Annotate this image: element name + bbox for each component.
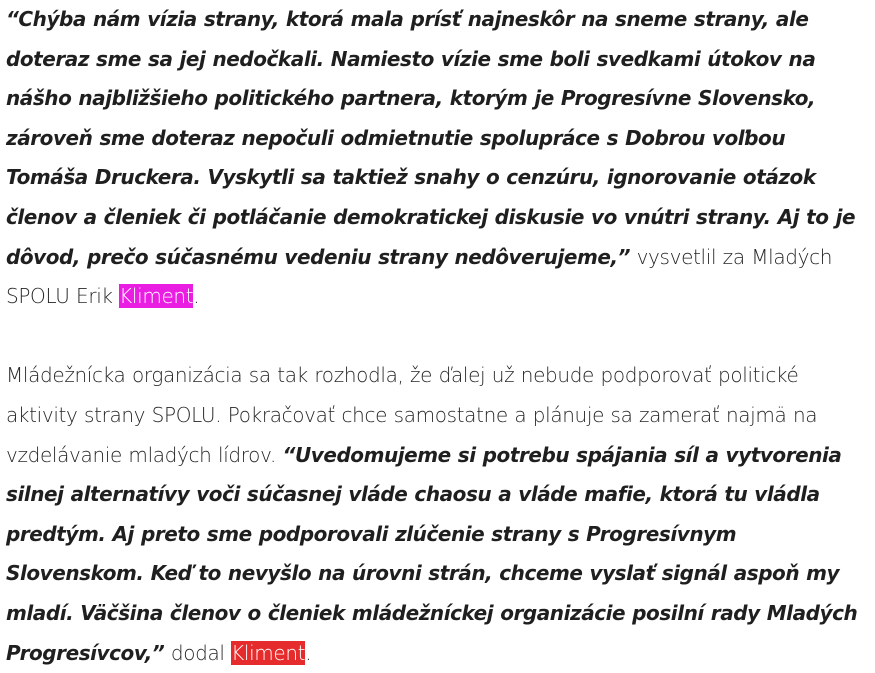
sentence-end-2: .: [305, 640, 312, 665]
article-body: [6, 0, 872, 673]
paragraph-2: [6, 356, 872, 673]
highlighted-name-2: Kliment: [231, 640, 306, 665]
paragraph-1: [6, 0, 872, 317]
highlighted-name-1: Kliment: [119, 284, 194, 309]
attribution-2: dodal: [164, 640, 232, 665]
attribution-1: vysvetlil za Mladých SPOLU Erik: [6, 244, 833, 309]
paragraph-2-text: Mládežnícka organizácia sa tak rozhodla, že ďalej už nebude podporovať politické aktivity strany SPOLU. Pokračovať chce samostatne a plánuje sa zamerať najmä na vzdelávanie mladých lídrov.: [6, 363, 818, 467]
sentence-end-1: .: [193, 284, 200, 309]
quote-1: “Chýba nám vízia strany, ktorá mala prísť najneskôr na sneme strany, ale doteraz sme sa jej nedočkali. Namiesto vízie sme boli svedkami útokov na nášho najbližšieho politického partnera, ktorým je Progresívne Slovensko, zároveň sme doteraz nepočuli odmietnutie spolupráce s Dobrou voľbou Tomáša Druckera. Vyskytli sa taktiež snahy o cenzúru, ignorovanie otázok členov a členiek či potláčanie demokratickej diskusie vo vnútri strany. Aj to je dôvod, prečo súčasnému vedeniu strany nedôverujeme,”: [6, 7, 856, 269]
quote-2: “Uvedomujeme si potrebu spájania síl a vytvorenia silnej alternatívy voči súčasnej vláde chaosu a vláde mafie, ktorá tu vládla predtým. Aj preto sme podporovali zlúčenie strany s Progresívnym Slovenskom. Keď to nevyšlo na úrovni strán, chceme vyslať signál aspoň my mladí. Väčšina členov o členiek mládežníckej organizácie posilní rady Mladých Progresívcov,”: [6, 442, 858, 665]
